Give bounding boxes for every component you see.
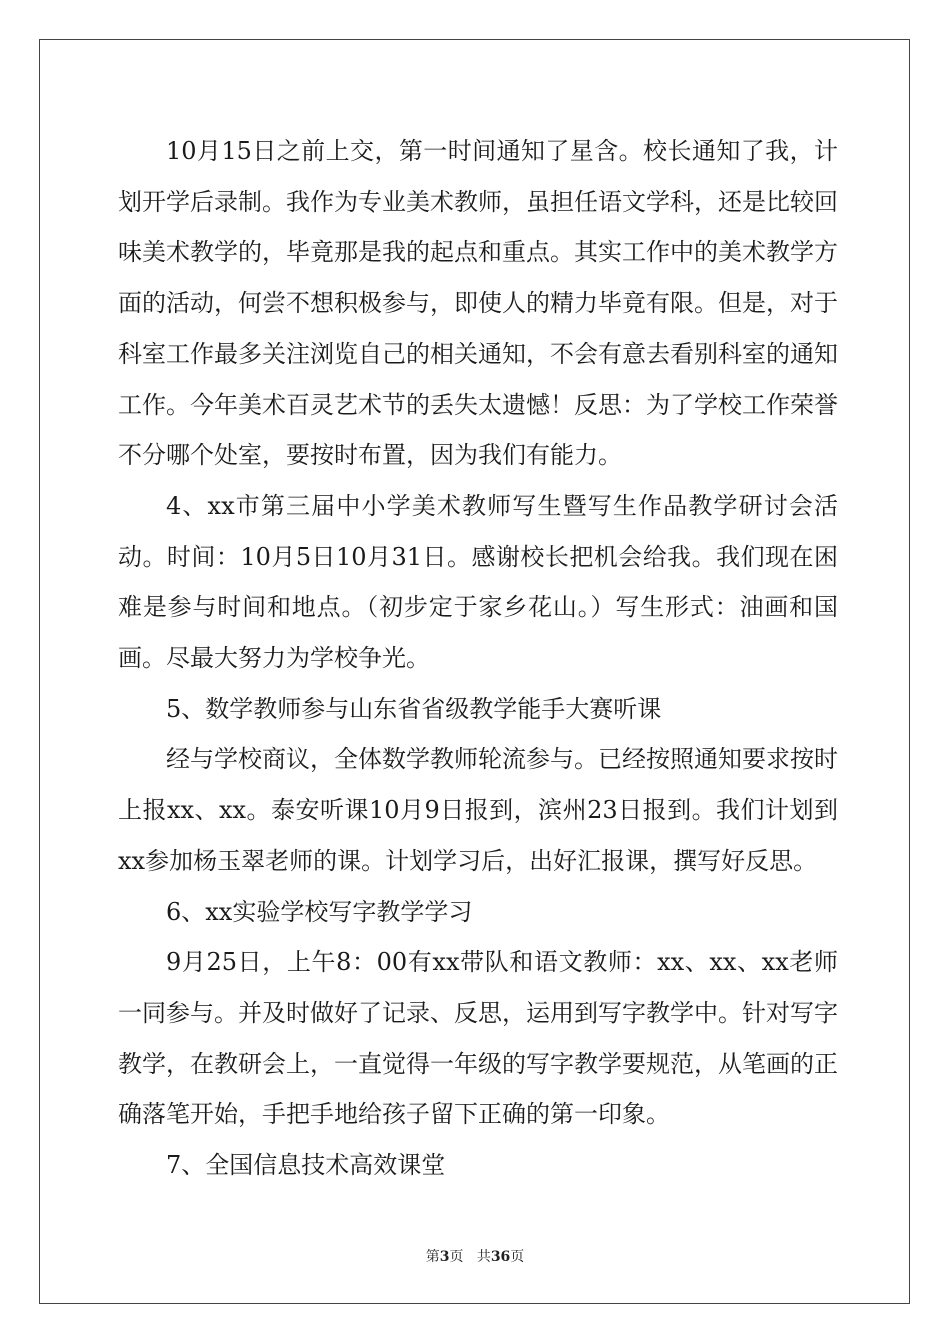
paragraph-report-deadline: 10月15日之前上交，第一时间通知了星含。校长通知了我，计划开学后录制。我作为专业美术教师，虽担任语文学科，还是比较回味美术教学的，毕竟那是我的起点和重点。其实工作中的美术教学方面的活动，何尝不想积极参与，即使人的精力毕竟有限。但是，对于科室工作最多关注浏览自己的相关通知，不会有意去看别科室的通知工作。今年美术百灵艺术节的丢失太遗憾！反思：为了学校工作荣誉不分哪个处室，要按时布置，因为我们有能力。: [118, 137, 838, 470]
paragraph-item-6-body: 9月25日，上午8：00有xx带队和语文教师：xx、xx、xx老师一同参与。并及时做好了记录、反思，运用到写字教学中。针对写字教学，在教研会上，一直觉得一年级的写字教学要规范，从笔画的正确落笔开始，手把手地给孩子留下正确的第一印象。: [118, 948, 838, 1129]
paragraph-item-7-heading: 7、全国信息技术高效课堂: [166, 1151, 446, 1180]
paragraph-item-5-heading: 5、数学教师参与山东省省级教学能手大赛听课: [166, 694, 662, 723]
paragraph-item-4-art-sketch: 4、xx市第三届中小学美术教师写生暨写生作品教学研讨会活动。时间：10月5日10月31日。感谢校长把机会给我。我们现在困难是参与时间和地点。（初步定于家乡花山。）写生形式：油画和国画。尽最大努力为学校争光。: [118, 491, 838, 673]
document-body: [118, 126, 838, 1191]
page-footer: [0, 1246, 950, 1266]
footer-total-unit: 页: [510, 1249, 525, 1265]
footer-page-total: 36: [490, 1249, 511, 1265]
footer-page-prefix: 第: [425, 1249, 440, 1265]
paragraph-item-5-body: 经与学校商议，全体数学教师轮流参与。已经按照通知要求按时上报xx、xx。泰安听课10月9日报到，滨州23日报到。我们计划到xx参加杨玉翠老师的课。计划学习后，出好汇报课，撰写好反思。: [118, 745, 838, 875]
paragraph-item-6-heading: 6、xx实验学校写字教学学习: [166, 897, 473, 926]
footer-page-unit: 页: [449, 1249, 464, 1265]
footer-total-prefix: 共: [476, 1249, 491, 1265]
footer-page-current: 3: [439, 1249, 450, 1265]
